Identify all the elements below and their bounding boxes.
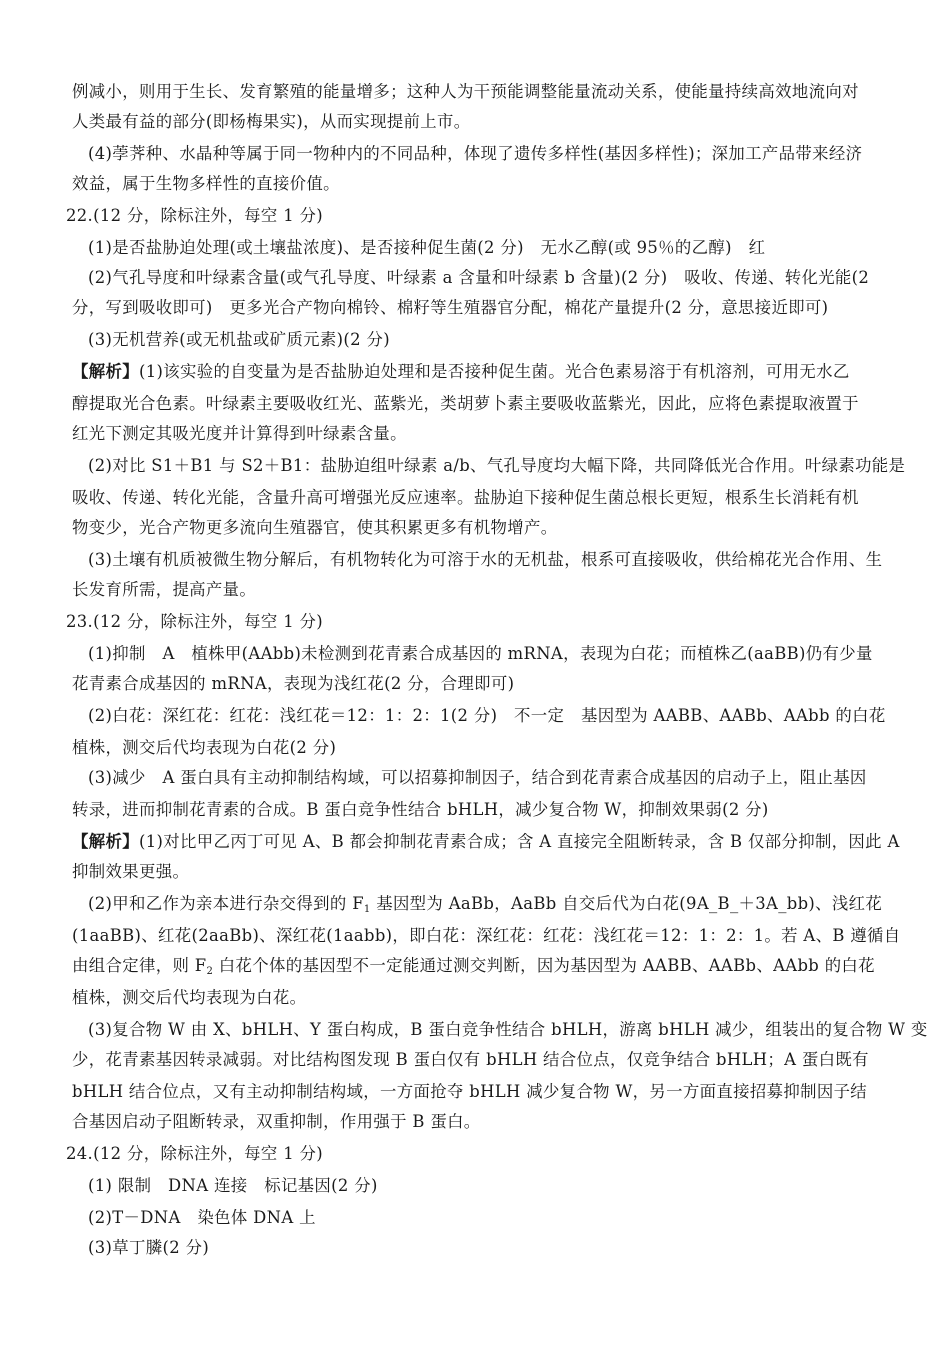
text-line: (1)是否盐胁迫处理(或土壤盐浓度)、是否接种促生菌(2 分) 无水乙醇(或 95％的乙醇) 红 [88, 238, 766, 257]
analysis-line [72, 362, 850, 382]
text-line: (2)气孔导度和叶绿素含量(或气孔导度、叶绿素 a 含量和叶绿素 b 含量)(2 分) 吸收、传递、转化光能(2 [88, 268, 870, 287]
text-line: (3)草丁膦(2 分) [88, 1238, 210, 1257]
analysis-label: 【解析】 [72, 832, 139, 851]
analysis-text: (1)对比甲乙丙丁可见 A、B 都会抑制花青素合成；含 A 直接完全阻断转录，含 B 仅部分抑制，因此 A [138, 832, 900, 851]
question-heading-23: 23.(12 分，除标注外，每空 1 分) [66, 612, 324, 631]
subscript: 1 [363, 904, 371, 915]
text-line: 例减小，则用于生长、发育繁殖的能量增多；这种人为干预能调整能量流动关系，使能量持续高效地流向对 [72, 82, 859, 101]
text-line: 花青素合成基因的 mRNA，表现为浅红花(2 分，合理即可) [72, 674, 515, 693]
text-line: 物变少，光合产物更多流向生殖器官，使其积累更多有机物增产。 [72, 518, 558, 537]
question-heading-24: 24.(12 分，除标注外，每空 1 分) [66, 1144, 324, 1163]
text-line: (3)复合物 W 由 X、bHLH、Y 蛋白构成，B 蛋白竞争性结合 bHLH，游离 bHLH 减少，组装出的复合物 W 变 [88, 1020, 928, 1039]
text-line: 合基因启动子阻断转录，双重抑制，作用强于 B 蛋白。 [72, 1112, 481, 1131]
text-line: (3)无机营养(或无机盐或矿质元素)(2 分) [88, 330, 390, 349]
analysis-text: (1)该实验的自变量为是否盐胁迫处理和是否接种促生菌。光合色素易溶于有机溶剂，可用无水乙 [138, 362, 850, 381]
analysis-label: 【解析】 [72, 362, 139, 381]
text-line: (3)土壤有机质被微生物分解后，有机物转化为可溶于水的无机盐，根系可直接吸收，供给棉花光合作用、生 [88, 550, 883, 569]
text-line: (2)T－DNA 染色体 DNA 上 [88, 1208, 316, 1227]
text-line: (2)对比 S1＋B1 与 S2＋B1：盐胁迫组叶绿素 a/b、气孔导度均大幅下降，共同降低光合作用。叶绿素功能是 [88, 456, 906, 475]
text-line: 长发育所需，提高产量。 [72, 580, 257, 599]
text-line: (1)抑制 A 植株甲(AAbb)未检测到花青素合成基因的 mRNA，表现为白花；而植株乙(aaBB)仍有少量 [88, 644, 873, 663]
text-line: (1aaBB)、红花(2aaBb)、深红花(1aabb)，即白花：深红花：红花：浅红花＝12：1：2：1。若 A、B 遵循自 [72, 926, 901, 945]
text-line: 醇提取光合色素。叶绿素主要吸收红光、蓝紫光，类胡萝卜素主要吸收蓝紫光，因此，应将色素提取液置于 [72, 394, 859, 413]
question-heading-22: 22.(12 分，除标注外，每空 1 分) [66, 206, 324, 225]
analysis-line [72, 832, 900, 852]
text-line: 分，写到吸收即可) 更多光合产物向棉铃、棉籽等生殖器官分配，棉花产量提升(2 分，意思接近即可) [72, 298, 829, 317]
text-line: (2)白花：深红花：红花：浅红花＝12：1：2：1(2 分) 不一定 基因型为 AABB、AABb、AAbb 的白花 [88, 706, 886, 725]
text-line: 效益，属于生物多样性的直接价值。 [72, 174, 340, 193]
text-line: 抑制效果更强。 [72, 862, 190, 881]
text-line: (3)减少 A 蛋白具有主动抑制结构域，可以招募抑制因子，结合到花青素合成基因的启动子上，阻止基因 [88, 768, 867, 787]
text-line: bHLH 结合位点，又有主动抑制结构域，一方面抢夺 bHLH 减少复合物 W，另一方面直接招募抑制因子结 [72, 1082, 868, 1101]
text-line: (4)荸荠种、水晶种等属于同一物种内的不同品种，体现了遗传多样性(基因多样性)；深加工产品带来经济 [88, 144, 863, 163]
text-line: (2)甲和乙作为亲本进行杂交得到的 $F_1$ 基因型为 AaBb，AaBb 自交后代为白花(9A_B_＋3A_bb)、浅红花 [88, 894, 883, 915]
text-line: 红光下测定其吸光度并计算得到叶绿素含量。 [72, 424, 407, 443]
text-line: 植株，测交后代均表现为白花。 [72, 988, 307, 1007]
text-line: 人类最有益的部分(即杨梅果实)，从而实现提前上市。 [72, 112, 471, 131]
text-line: (1) 限制 DNA 连接 标记基因(2 分) [88, 1176, 378, 1195]
text-line: 植株，测交后代均表现为白花(2 分) [72, 738, 337, 757]
text-line: 吸收、传递、转化光能，含量升高可增强光反应速率。盐胁迫下接种促生菌总根长更短，根系生长消耗有机 [72, 488, 859, 507]
subscript: 2 [206, 966, 214, 977]
text-line: 转录，进而抑制花青素的合成。B 蛋白竞争性结合 bHLH，减少复合物 W，抑制效果弱(2 分) [72, 800, 769, 819]
text-line: 由组合定律，则 $F_2$ 白花个体的基因型不一定能通过测交判断，因为基因型为 AABB、AABb、AAbb 的白花 [72, 956, 875, 977]
text-line: 少，花青素基因转录减弱。对比结构图发现 B 蛋白仅有 bHLH 结合位点，仅竞争结合 bHLH；A 蛋白既有 [72, 1050, 869, 1069]
